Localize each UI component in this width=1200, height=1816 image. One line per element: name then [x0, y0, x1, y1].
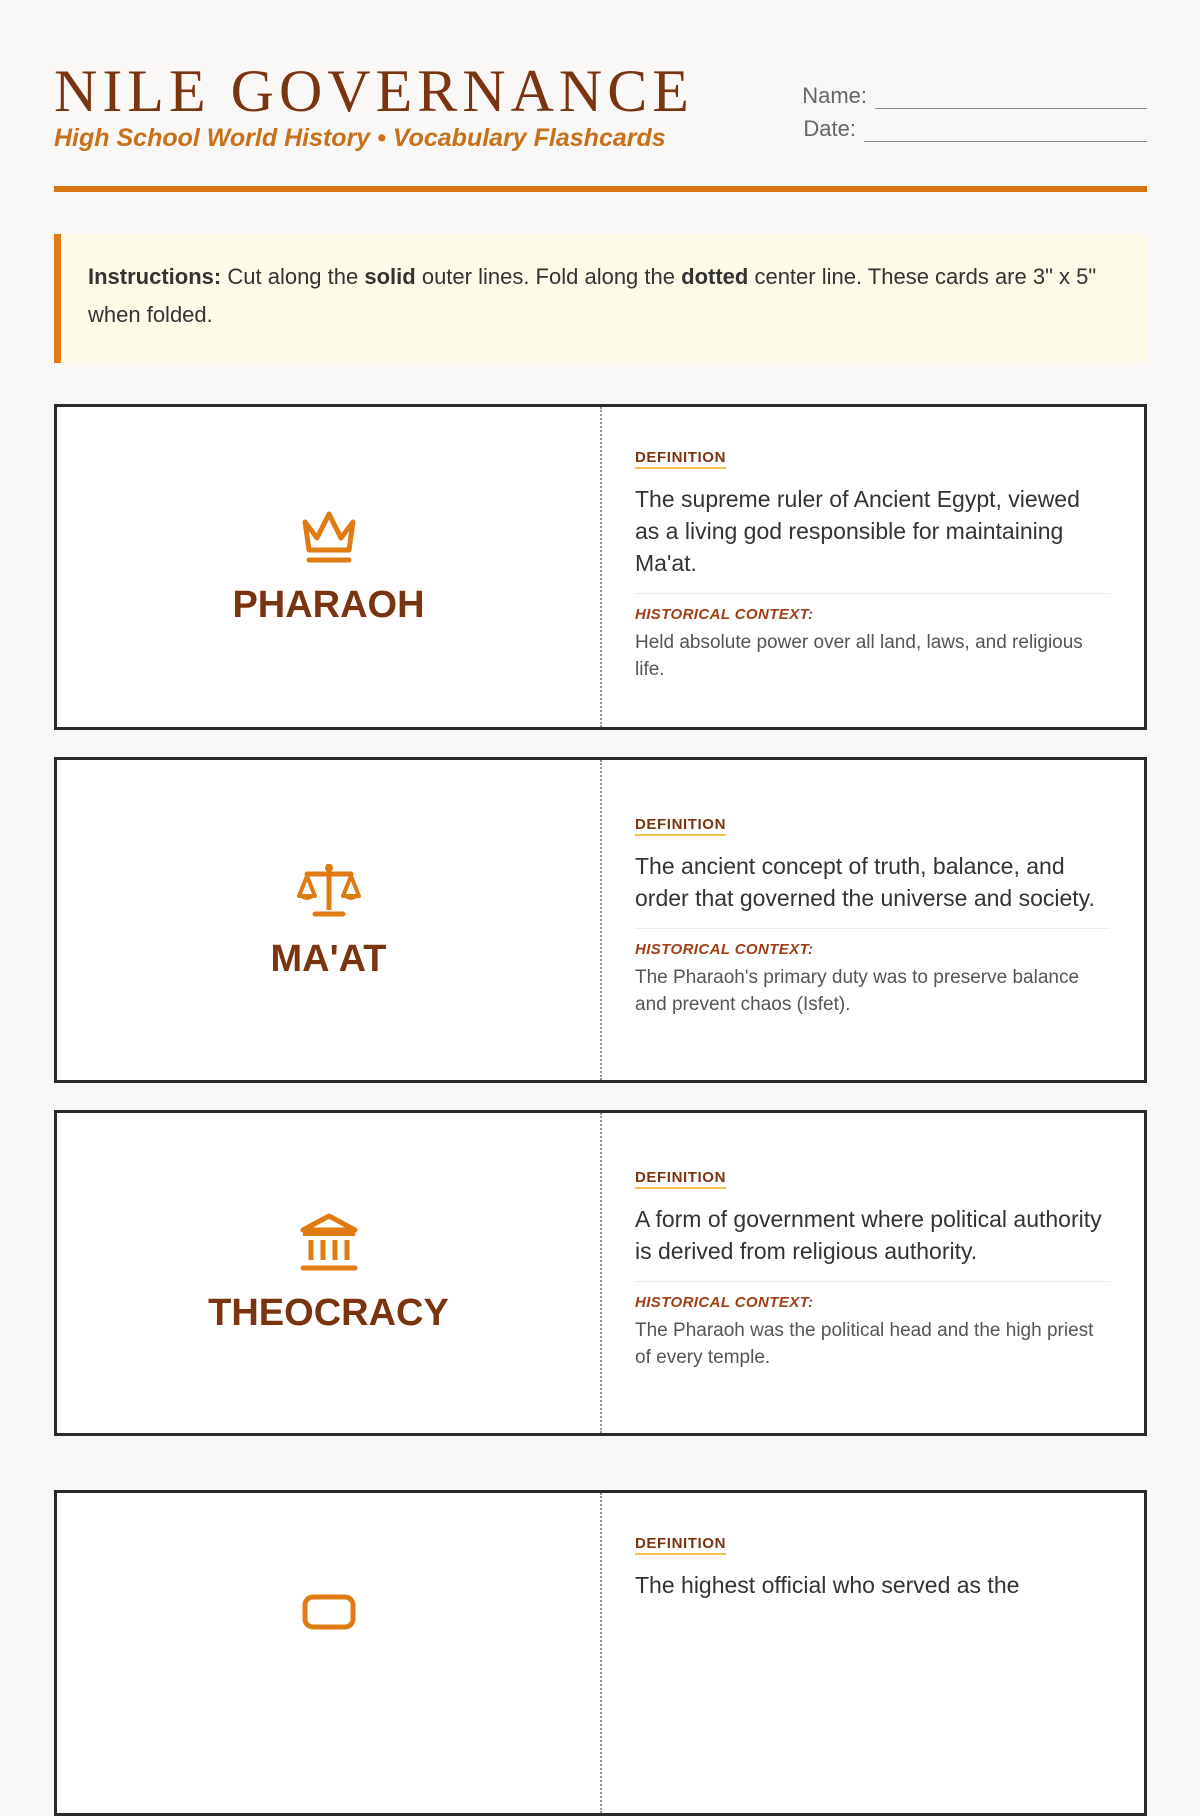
context-label: HISTORICAL CONTEXT: [635, 606, 814, 623]
scales-icon [297, 860, 361, 920]
card-divider [635, 1281, 1110, 1282]
fold-line [600, 407, 602, 727]
context-label: HISTORICAL CONTEXT: [635, 1294, 814, 1311]
instructions-bold-dotted: dotted [681, 264, 749, 289]
name-label: Name: [802, 83, 867, 108]
date-label: Date: [803, 116, 856, 141]
context-text: Held absolute power over all land, laws, and religious life. [635, 632, 1083, 680]
flashcard-pharaoh [54, 404, 1147, 730]
card-back [635, 1535, 1110, 1601]
definition-text: The ancient concept of truth, balance, and order that governed the universe and society. [635, 853, 1095, 911]
instructions-text-2: outer lines. Fold along the [421, 264, 675, 289]
header-rule [54, 186, 1147, 192]
card-term: PHARAOH [232, 583, 425, 626]
card-back [635, 1169, 1110, 1371]
card-front [57, 407, 600, 727]
fold-line [600, 760, 602, 1080]
worksheet-header [54, 0, 1147, 190]
context-label: HISTORICAL CONTEXT: [635, 941, 814, 958]
worksheet-page [54, 0, 1147, 1598]
card-back [635, 816, 1110, 1018]
page-title: NILE GOVERNANCE [54, 58, 694, 124]
definition-label: DEFINITION [635, 1535, 726, 1555]
name-row [802, 76, 1147, 109]
instructions-text-1: Cut along the [227, 264, 359, 289]
name-date-fields [802, 76, 1147, 142]
flashcard-theocracy [54, 1110, 1147, 1436]
flashcard-partial [54, 1490, 1147, 1816]
definition-text: The supreme ruler of Ancient Egypt, viewed as a living god responsible for maintaining Ma'at. [635, 486, 1080, 576]
card-divider [635, 928, 1110, 929]
card-front [57, 760, 600, 1080]
instructions-text-3: center line. These cards are 3" x 5" when folded. [88, 264, 1097, 327]
scroll-icon [301, 1593, 357, 1633]
definition-label: DEFINITION [635, 816, 726, 836]
card-term: THEOCRACY [208, 1291, 449, 1334]
card-divider [635, 593, 1110, 594]
card-back [635, 449, 1110, 683]
definition-label: DEFINITION [635, 449, 726, 469]
definition-label: DEFINITION [635, 1169, 726, 1189]
card-term: MA'AT [270, 937, 387, 980]
context-text: The Pharaoh was the political head and the high priest of every temple. [635, 1320, 1094, 1368]
name-line [875, 86, 1147, 109]
crown-icon [297, 508, 361, 566]
flashcard-maat [54, 757, 1147, 1083]
page-subtitle: High School World History • Vocabulary Flashcards [54, 124, 666, 152]
instructions-label: Instructions: [88, 264, 222, 289]
date-row [802, 109, 1147, 142]
fold-line [600, 1493, 602, 1813]
date-line [864, 119, 1147, 142]
card-front [57, 1493, 600, 1813]
fold-line [600, 1113, 602, 1433]
temple-icon [299, 1212, 359, 1274]
instructions-bold-solid: solid [364, 264, 416, 289]
card-front [57, 1113, 600, 1433]
definition-text: The highest official who served as the [635, 1572, 1020, 1598]
definition-text: A form of government where political authority is derived from religious authority. [635, 1206, 1102, 1264]
context-text: The Pharaoh's primary duty was to preserve balance and prevent chaos (Isfet). [635, 967, 1080, 1015]
instructions-box [54, 234, 1147, 363]
